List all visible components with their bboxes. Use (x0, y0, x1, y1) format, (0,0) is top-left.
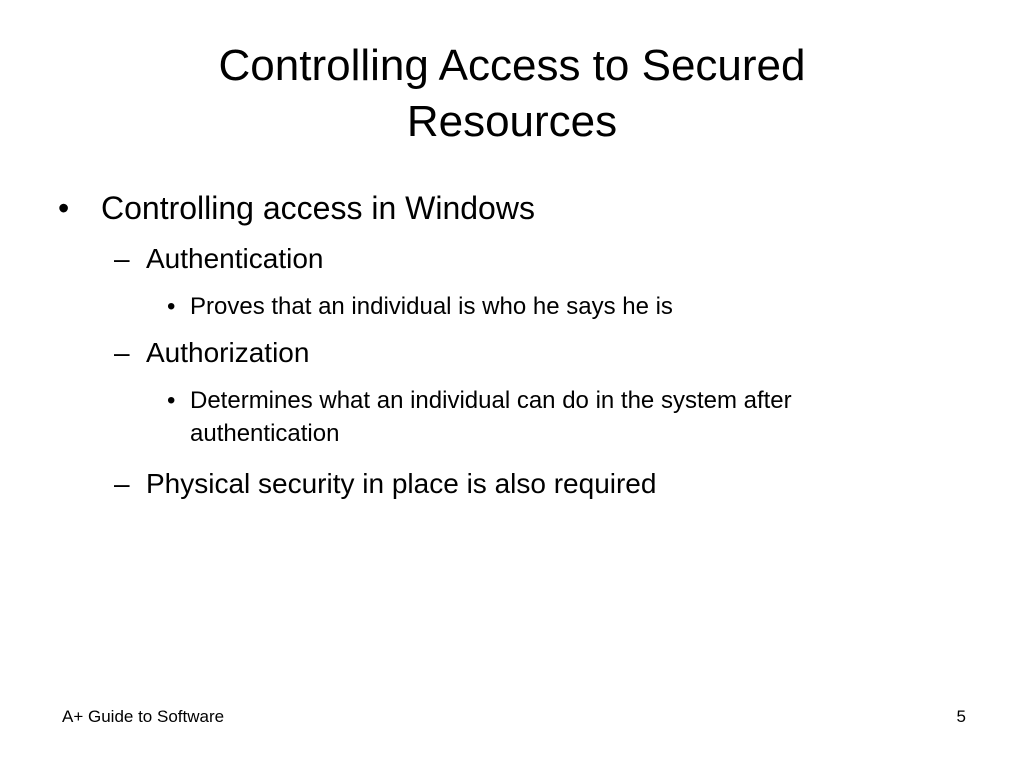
slide-title-line-2: Resources (406, 97, 618, 146)
bullet-marker: • (167, 387, 176, 414)
dash-marker: – (114, 243, 130, 274)
bullet-text: Determines what an individual can do in the system after authentication (190, 387, 792, 447)
bullet-text: Proves that an individual is who he says he is (190, 293, 673, 320)
page-number: 5 (956, 707, 966, 726)
bullet-marker: • (58, 190, 70, 226)
footer-book-title: A+ Guide to Software (62, 707, 225, 726)
bullet-text: Authorization (146, 337, 310, 368)
bullet-text: Authentication (146, 243, 324, 274)
dash-marker: – (114, 468, 130, 499)
bullet-text: Controlling access in Windows (101, 190, 535, 226)
slide-title-line-1: Controlling Access to Secured (218, 41, 806, 90)
bullet-marker: • (167, 293, 176, 320)
bullet-text: Physical security in place is also required (146, 468, 657, 499)
dash-marker: – (114, 337, 130, 368)
